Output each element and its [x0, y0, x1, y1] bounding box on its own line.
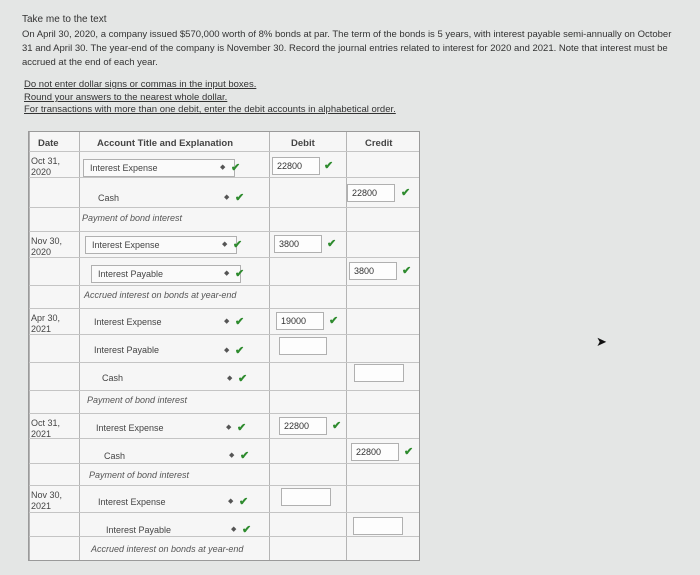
- check-icon: ✔: [327, 238, 337, 250]
- date-line: Nov 30,: [31, 490, 63, 500]
- debit-input[interactable]: 19000: [276, 312, 324, 330]
- date-apr30-2021: [31, 313, 71, 335]
- account-select[interactable]: Interest Expense: [98, 497, 166, 507]
- date-line: Nov 30,: [31, 236, 63, 246]
- select-arrows-icon[interactable]: ◆: [224, 347, 230, 354]
- check-icon: ✔: [235, 192, 245, 204]
- entry-explanation: Payment of bond interest: [89, 470, 190, 480]
- col-line: [79, 132, 80, 560]
- instruction-2: Round your answers to the nearest whole dollar.: [24, 92, 228, 103]
- entry-explanation: Payment of bond interest: [82, 213, 183, 223]
- account-select[interactable]: Interest Expense: [94, 317, 162, 327]
- date-line: 2021: [31, 501, 52, 511]
- account-select[interactable]: Interest Payable: [94, 345, 160, 355]
- credit-input[interactable]: [353, 517, 403, 535]
- check-icon: ✔: [240, 450, 250, 462]
- account-select[interactable]: Cash: [98, 193, 120, 203]
- col-line: [269, 132, 270, 560]
- select-arrows-icon[interactable]: ◆: [228, 498, 234, 505]
- check-icon: ✔: [239, 496, 249, 508]
- account-select[interactable]: Interest Expense: [96, 423, 164, 433]
- account-select[interactable]: Interest Payable: [106, 525, 172, 535]
- account-select[interactable]: Interest Payable: [91, 265, 241, 283]
- select-arrows-icon[interactable]: ◆: [226, 424, 232, 431]
- instruction-1: Do not enter dollar signs or commas in the input boxes.: [24, 79, 257, 90]
- row-line: [29, 485, 419, 486]
- check-icon: ✔: [235, 316, 245, 328]
- header-debit: Debit: [291, 138, 315, 149]
- row-line: [29, 413, 419, 414]
- entry-explanation: Accrued interest on bonds at year-end: [84, 290, 237, 300]
- text-link[interactable]: Take me to the text: [22, 14, 107, 25]
- header-credit: Credit: [365, 138, 393, 149]
- select-arrows-icon[interactable]: ◆: [224, 194, 230, 201]
- debit-input[interactable]: [279, 337, 327, 355]
- row-line: [29, 438, 419, 439]
- check-icon: ✔: [332, 420, 342, 432]
- row-line: [29, 362, 419, 363]
- date-oct31-2021: [31, 418, 71, 440]
- check-icon: ✔: [235, 345, 245, 357]
- check-icon: ✔: [237, 422, 247, 434]
- date-line: 2020: [31, 167, 52, 177]
- check-icon: ✔: [238, 373, 248, 385]
- entry-explanation: Payment of bond interest: [87, 395, 188, 405]
- header-account: Account Title and Explanation: [97, 138, 234, 149]
- credit-input[interactable]: 3800: [349, 262, 397, 280]
- date-line: 2020: [31, 247, 52, 257]
- check-icon: ✔: [235, 268, 245, 280]
- select-arrows-icon[interactable]: ◆: [227, 375, 233, 382]
- row-line: [29, 151, 419, 152]
- check-icon: ✔: [231, 162, 241, 174]
- date-line: 2021: [31, 324, 52, 334]
- journal-table: [28, 131, 420, 561]
- select-arrows-icon[interactable]: ◆: [224, 270, 230, 277]
- credit-input[interactable]: 22800: [351, 443, 399, 461]
- debit-input[interactable]: 3800: [274, 235, 322, 253]
- account-select[interactable]: Cash: [102, 373, 124, 383]
- debit-input[interactable]: 22800: [272, 157, 320, 175]
- mouse-cursor-icon: ➤: [596, 334, 607, 349]
- select-arrows-icon[interactable]: ◆: [224, 318, 230, 325]
- entry-explanation: Accrued interest on bonds at year-end: [91, 544, 244, 554]
- date-line: Oct 31,: [31, 156, 61, 166]
- row-line: [29, 512, 419, 513]
- problem-statement: On April 30, 2020, a company issued $570,000 worth of 8% bonds at par. The term of the bonds is 5 years, with interest payable semi-annually on October 31 and April 30. The year-end of the company is November 30. Record the journal entries related to interest for 2020 and 2021. Note that interest must be accrued at the end of each year.: [22, 29, 672, 68]
- debit-input[interactable]: [281, 488, 331, 506]
- col-line: [29, 132, 30, 560]
- header-date: Date: [38, 138, 59, 149]
- select-arrows-icon[interactable]: ◆: [220, 164, 226, 171]
- credit-input[interactable]: 22800: [347, 184, 395, 202]
- account-select[interactable]: Cash: [104, 451, 126, 461]
- date-line: Oct 31,: [31, 418, 61, 428]
- select-arrows-icon[interactable]: ◆: [231, 526, 237, 533]
- row-line: [29, 334, 419, 335]
- check-icon: ✔: [404, 446, 414, 458]
- select-arrows-icon[interactable]: ◆: [229, 452, 235, 459]
- account-select[interactable]: Interest Expense: [83, 159, 235, 177]
- row-line: [29, 231, 419, 232]
- date-line: Apr 30,: [31, 313, 61, 323]
- row-line: [29, 285, 419, 286]
- date-line: 2021: [31, 429, 52, 439]
- row-line: [29, 308, 419, 309]
- check-icon: ✔: [233, 239, 243, 251]
- select-arrows-icon[interactable]: ◆: [222, 241, 228, 248]
- row-line: [29, 390, 419, 391]
- credit-input[interactable]: [354, 364, 404, 382]
- check-icon: ✔: [324, 160, 334, 172]
- date-nov30-2021: [31, 490, 71, 512]
- check-icon: ✔: [402, 265, 412, 277]
- check-icon: ✔: [401, 187, 411, 199]
- check-icon: ✔: [242, 524, 252, 536]
- row-line: [29, 257, 419, 258]
- row-line: [29, 177, 419, 178]
- check-icon: ✔: [329, 315, 339, 327]
- row-line: [29, 207, 419, 208]
- account-select[interactable]: Interest Expense: [85, 236, 237, 254]
- date-nov30-2020: [31, 236, 71, 258]
- date-oct31-2020: [31, 156, 71, 178]
- debit-input[interactable]: 22800: [279, 417, 327, 435]
- instruction-3: For transactions with more than one debit, enter the debit accounts in alphabetical order.: [24, 104, 396, 115]
